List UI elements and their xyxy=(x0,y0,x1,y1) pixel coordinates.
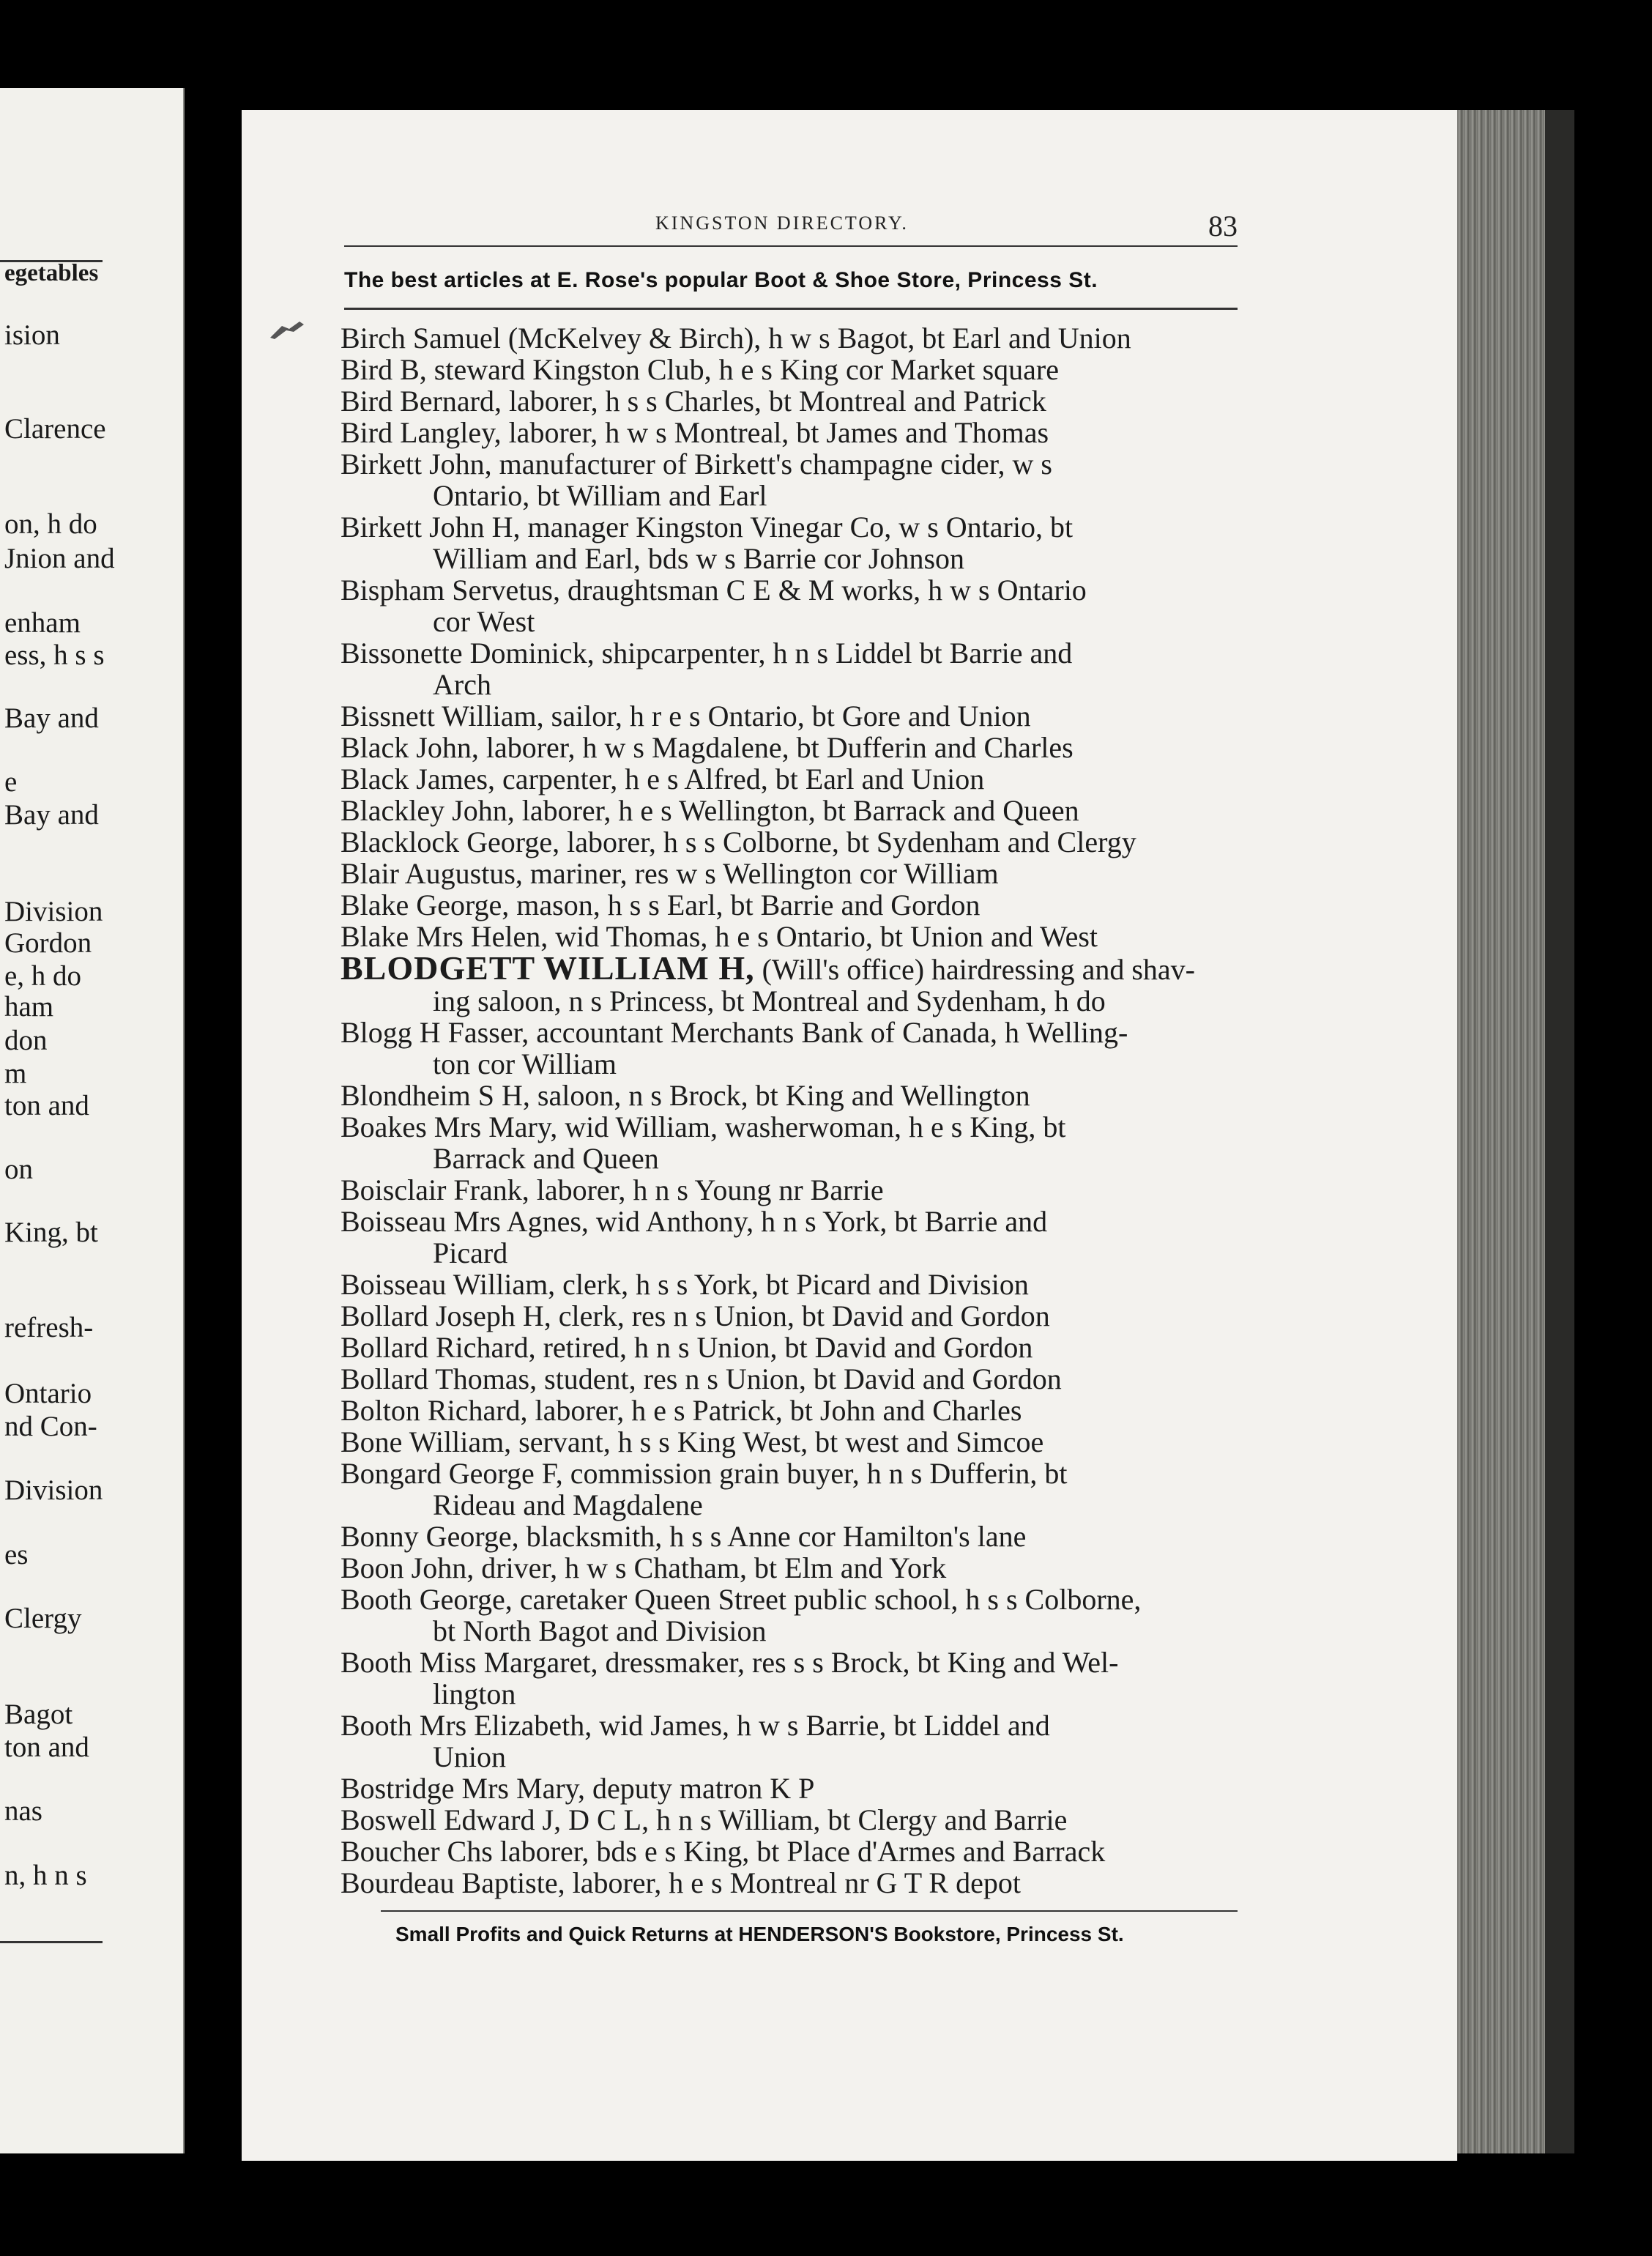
left-page-fragment xyxy=(0,88,185,2153)
entry-line: Bird Bernard, laborer, h s s Charles, bt Montreal and Patrick xyxy=(341,385,1046,418)
entry-line: Black John, laborer, h w s Magdalene, bt Dufferin and Charles xyxy=(341,731,1074,764)
left-page-line: e xyxy=(4,766,18,798)
left-page-line: ham xyxy=(4,991,54,1023)
entry-line: Birkett John, manufacturer of Birkett's champagne cider, w s xyxy=(341,448,1052,480)
directory-entry xyxy=(341,354,1263,385)
left-page-line: m xyxy=(4,1058,27,1089)
directory-entry xyxy=(341,1804,1263,1836)
entry-line: Black James, carpenter, h e s Alfred, bt Earl and Union xyxy=(341,762,985,795)
entry-line: Boisseau William, clerk, h s s York, bt Picard and Division xyxy=(341,1268,1029,1301)
entry-line: Blackley John, laborer, h e s Wellington, bt Barrack and Queen xyxy=(341,794,1079,827)
directory-entry xyxy=(341,1521,1263,1552)
entry-continuation-line: Arch xyxy=(433,668,491,701)
directory-entry xyxy=(341,1867,1263,1899)
entry-line: Boon John, driver, h w s Chatham, bt Elm and York xyxy=(341,1551,947,1584)
left-page-line: refresh- xyxy=(4,1312,94,1343)
directory-entry xyxy=(341,1332,1263,1363)
left-page-line: Division xyxy=(4,896,103,927)
directory-entry xyxy=(341,417,1263,448)
directory-entry xyxy=(341,1017,1263,1080)
entry-line: Boakes Mrs Mary, wid William, washerwoman, h e s King, bt xyxy=(341,1110,1066,1143)
directory-entry xyxy=(341,1174,1263,1206)
entry-continuation-line: Ontario, bt William and Earl xyxy=(433,479,767,512)
directory-entries xyxy=(341,322,1263,1899)
left-page-line: Jnion and xyxy=(4,543,115,574)
left-page-line: Bay and xyxy=(4,702,99,734)
entry-line: Blake Mrs Helen, wid Thomas, h e s Ontario, bt Union and West xyxy=(341,920,1098,953)
left-page-line: don xyxy=(4,1025,48,1056)
entry-line: Boisseau Mrs Agnes, wid Anthony, h n s York, bt Barrie and xyxy=(341,1205,1048,1238)
entry-line: Blair Augustus, mariner, res w s Wellington cor William xyxy=(341,857,999,890)
left-page-line: nas xyxy=(4,1795,42,1827)
left-page-line: on, h do xyxy=(4,508,97,540)
footer-rule xyxy=(381,1910,1238,1912)
pencil-mark-icon xyxy=(267,319,308,341)
directory-entry xyxy=(341,1552,1263,1584)
directory-entry xyxy=(341,1836,1263,1867)
left-page-line: ton and xyxy=(4,1090,89,1121)
entry-line: Booth George, caretaker Queen Street public school, h s s Colborne, xyxy=(341,1583,1142,1616)
entry-line: Booth Miss Margaret, dressmaker, res s s Brock, bt King and Wel- xyxy=(341,1646,1119,1679)
left-footer-rule xyxy=(0,1941,103,1943)
entry-line: Blogg H Fasser, accountant Merchants Bank of Canada, h Welling- xyxy=(341,1016,1128,1049)
entry-line: Bostridge Mrs Mary, deputy matron K P xyxy=(341,1772,815,1805)
left-page-line: egetables xyxy=(4,260,99,286)
directory-entry xyxy=(341,385,1263,417)
left-page-line: Bay and xyxy=(4,799,99,831)
entry-continuation-line: bt North Bagot and Division xyxy=(433,1614,767,1647)
left-page-line: e, h do xyxy=(4,960,82,992)
entry-line: Bird B, steward Kingston Club, h e s King cor Market square xyxy=(341,353,1059,386)
directory-entry xyxy=(341,1773,1263,1804)
directory-entry xyxy=(341,1206,1263,1269)
directory-entry xyxy=(341,1584,1263,1647)
entry-continuation-line: Barrack and Queen xyxy=(433,1142,659,1175)
left-page-line: Ontario xyxy=(4,1378,92,1409)
directory-entry xyxy=(341,1363,1263,1395)
entry-continuation-line: ton cor William xyxy=(433,1047,617,1080)
directory-entry xyxy=(341,448,1263,511)
entry-line: Bollard Richard, retired, h n s Union, bt David and Gordon xyxy=(341,1331,1033,1364)
entry-continuation-line: cor West xyxy=(433,605,535,638)
entry-continuation-line: lington xyxy=(433,1677,516,1710)
directory-entry xyxy=(341,1269,1263,1300)
footer-advertisement: Small Profits and Quick Returns at HENDERSON'S Bookstore, Princess St. xyxy=(395,1923,1124,1945)
left-page-line: ision xyxy=(4,319,60,351)
left-page-line: Bagot xyxy=(4,1699,73,1730)
directory-entry xyxy=(341,1647,1263,1710)
directory-entry xyxy=(341,1111,1263,1174)
advertisement-rule xyxy=(344,308,1238,310)
directory-entry xyxy=(341,763,1263,795)
featured-entry-text: (Will's office) hairdressing and shav- xyxy=(754,953,1195,986)
entry-line: Bollard Joseph H, clerk, res n s Union, bt David and Gordon xyxy=(341,1299,1050,1332)
entry-line: Blacklock George, laborer, h s s Colborne, bt Sydenham and Clergy xyxy=(341,825,1136,858)
entry-line: Bissnett William, sailor, h r e s Ontario, bt Gore and Union xyxy=(341,700,1031,732)
left-page-line: Gordon xyxy=(4,927,92,959)
directory-entry xyxy=(341,858,1263,889)
left-page-line: ton and xyxy=(4,1732,89,1763)
page-number: 83 xyxy=(1208,209,1238,242)
running-head: KINGSTON DIRECTORY. xyxy=(655,212,909,234)
directory-entry xyxy=(341,795,1263,826)
left-page-line: enham xyxy=(4,607,81,639)
entry-line: Bispham Servetus, draughtsman C E & M works, h w s Ontario xyxy=(341,574,1087,606)
directory-entry xyxy=(341,322,1263,354)
entry-continuation-line: ing saloon, n s Princess, bt Montreal and Sydenham, h do xyxy=(433,984,1106,1017)
entry-line: Boucher Chs laborer, bds e s King, bt Place d'Armes and Barrack xyxy=(341,1835,1106,1868)
left-page-line: Division xyxy=(4,1474,103,1506)
featured-entry-name: BLODGETT WILLIAM H, xyxy=(341,949,755,987)
directory-entry xyxy=(341,1458,1263,1521)
left-page-line: on xyxy=(4,1154,33,1185)
directory-entry xyxy=(341,574,1263,637)
directory-entry xyxy=(341,1080,1263,1111)
entry-line: Booth Mrs Elizabeth, wid James, h w s Barrie, bt Liddel and xyxy=(341,1709,1050,1742)
header-advertisement: The best articles at E. Rose's popular Boot & Shoe Store, Princess St. xyxy=(344,268,1098,292)
entry-line: Bourdeau Baptiste, laborer, h e s Montreal nr G T R depot xyxy=(341,1866,1021,1899)
entry-line: Birkett John H, manager Kingston Vinegar Co, w s Ontario, bt xyxy=(341,511,1074,543)
left-page-line: ess, h s s xyxy=(4,639,105,671)
directory-entry xyxy=(341,1426,1263,1458)
directory-entry xyxy=(341,1395,1263,1426)
entry-line: Bird Langley, laborer, h w s Montreal, bt James and Thomas xyxy=(341,416,1049,449)
entry-continuation-line: William and Earl, bds w s Barrie cor Johnson xyxy=(433,542,965,575)
entry-line: Bone William, servant, h s s King West, bt west and Simcoe xyxy=(341,1425,1044,1458)
entry-line: Boswell Edward J, D C L, h n s William, bt Clergy and Barrie xyxy=(341,1803,1068,1836)
book-page-edges xyxy=(1457,110,1574,2153)
entry-line: Bolton Richard, laborer, h e s Patrick, bt John and Charles xyxy=(341,1394,1022,1427)
entry-line: Blondheim S H, saloon, n s Brock, bt King and Wellington xyxy=(341,1079,1030,1112)
left-page-line: Clergy xyxy=(4,1603,82,1634)
entry-line: Boisclair Frank, laborer, h n s Young nr Barrie xyxy=(341,1173,884,1206)
entry-line: Bongard George F, commission grain buyer, h n s Dufferin, bt xyxy=(341,1457,1068,1490)
directory-entry xyxy=(341,732,1263,763)
entry-continuation-line: Union xyxy=(433,1740,506,1773)
left-page-line: King, bt xyxy=(4,1217,98,1248)
directory-entry xyxy=(341,511,1263,574)
left-page-line: nd Con- xyxy=(4,1411,97,1442)
featured-directory-entry xyxy=(341,949,1263,1017)
entry-line: Bollard Thomas, student, res n s Union, bt David and Gordon xyxy=(341,1362,1062,1395)
directory-entry xyxy=(341,1300,1263,1332)
header-rule xyxy=(344,245,1238,247)
left-page-line: n, h n s xyxy=(4,1860,87,1891)
directory-entry xyxy=(341,889,1263,921)
left-page-line: Clarence xyxy=(4,413,106,445)
entry-line: Bonny George, blacksmith, h s s Anne cor Hamilton's lane xyxy=(341,1520,1027,1553)
entry-line: Birch Samuel (McKelvey & Birch), h w s Bagot, bt Earl and Union xyxy=(341,322,1131,355)
directory-entry xyxy=(341,1710,1263,1773)
entry-line: Blake George, mason, h s s Earl, bt Barrie and Gordon xyxy=(341,888,981,921)
entry-line: Bissonette Dominick, shipcarpenter, h n s Liddel bt Barrie and xyxy=(341,637,1073,669)
directory-entry xyxy=(341,637,1263,700)
directory-entry xyxy=(341,700,1263,732)
directory-entry xyxy=(341,826,1263,858)
directory-entry xyxy=(341,921,1263,952)
left-page-line: es xyxy=(4,1539,29,1570)
entry-continuation-line: Rideau and Magdalene xyxy=(433,1488,703,1521)
entry-continuation-line: Picard xyxy=(433,1236,508,1269)
